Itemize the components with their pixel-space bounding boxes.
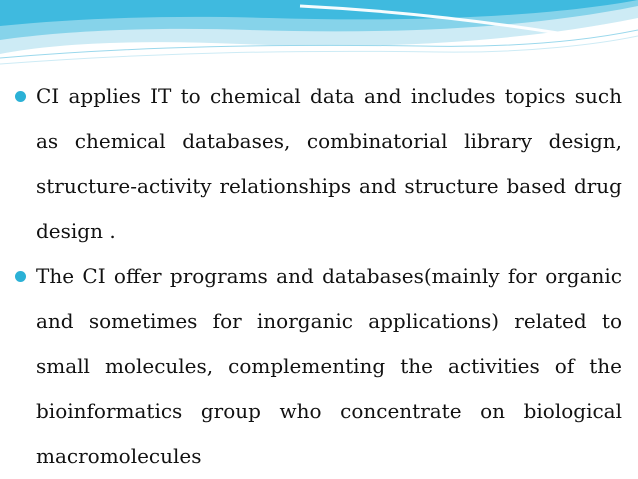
wave-header-decoration — [0, 0, 638, 80]
bullet-dot-icon — [15, 271, 26, 282]
bullet-item — [14, 254, 622, 479]
bullet-dot-icon — [15, 91, 26, 102]
bullet-text: CI applies IT to chemical data and includes topics such as chemical databases, combinatorial library design, structure-activity relationships and structure based drug design . — [36, 84, 622, 243]
bullet-text: The CI offer programs and databases(mainly for organic and sometimes for inorganic applications) related to small molecules, complementing the activities of the bioinformatics group who concentrate on biological macromolecules — [36, 264, 622, 468]
bullet-item — [14, 74, 622, 254]
slide-content — [14, 74, 622, 479]
